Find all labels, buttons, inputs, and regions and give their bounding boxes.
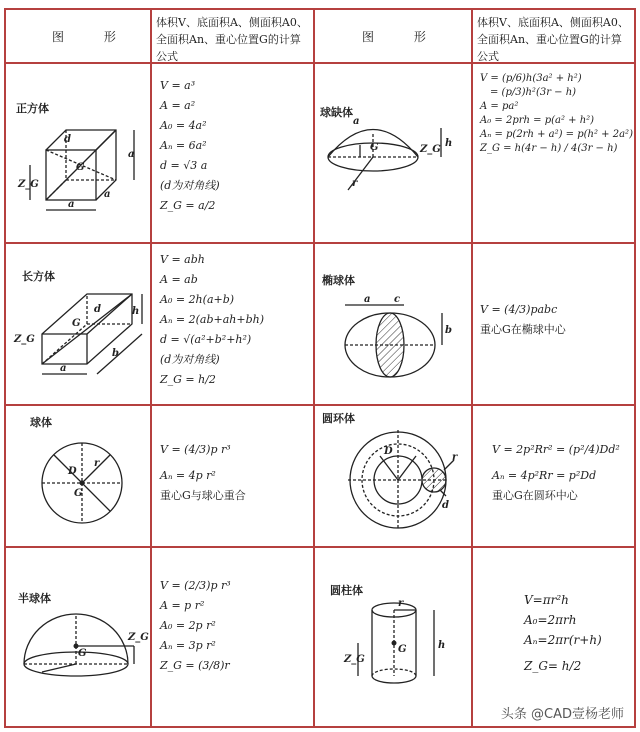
cylinder-label: 圆柱体 (330, 584, 363, 597)
cap-h-label: h (445, 138, 453, 149)
header-formula-right: 体积V、底面积A、侧面积A0、全面积An、重心位置G的计算公式 (477, 16, 629, 63)
table-border-left (4, 8, 6, 728)
row-divider (4, 242, 636, 244)
ellipsoid-formulas: V = (4/3)pabc 重心G在椭球中心 (480, 303, 566, 336)
sphere-d-label: D (68, 466, 77, 477)
torus-figure (344, 422, 464, 538)
table-border-bottom (4, 726, 636, 728)
cuboid-label: 长方体 (22, 270, 55, 283)
cube-a-label: a (128, 149, 135, 160)
cuboid-h-label: h (132, 306, 140, 317)
hemisphere-label: 半球体 (18, 592, 51, 605)
cuboid-formulas: V = abh A = ab A₀ = 2h(a+b) Aₙ = 2(ab+ah+bh) d = √(a²+b²+h²) (d为对角线) Z_G = h/2 (160, 253, 264, 386)
cube-formulas: V = a³ A = a² A₀ = 4a² Aₙ = 6a² d = √3 a (d为对角线) Z_G = a/2 (160, 79, 220, 212)
torus-r-label: r (452, 452, 458, 463)
header-formula-left: 体积V、底面积A、侧面积A0、全面积An、重心位置G的计算公式 (156, 16, 308, 63)
cap-formulas: V = (p/6)h(3a² + h²) = (p/3)h²(3r − h) A = pa² A₀ = 2prh = p(a² + h²) Aₙ = p(2rh + a²) = p(h² + 2a²) Z_G = h(4r − h) / 4(3r − h) (480, 73, 633, 154)
cube-a-bottom-label: a (68, 199, 75, 210)
sphere-figure (30, 428, 140, 538)
cube-zg-label: Z_G (18, 179, 39, 190)
torus-d-label: D (384, 446, 393, 457)
cuboid-a-label: a (60, 363, 67, 374)
cuboid-zg-label: Z_G (14, 334, 35, 345)
hemisphere-g-label: G (78, 648, 87, 659)
sphere-formulas: V = (4/3)p r³ Aₙ = 4p r² 重心G与球心重合 (160, 443, 246, 502)
cuboid-b-label: b (112, 348, 119, 359)
col-divider (150, 8, 152, 728)
torus-label: 圆环体 (322, 412, 355, 425)
ellipsoid-c-label: c (394, 294, 401, 305)
cylinder-h-label: h (438, 640, 446, 651)
row-divider (4, 546, 636, 548)
cuboid-g-label: G (72, 318, 81, 329)
sphere-r-label: r (94, 458, 100, 469)
header-shape-left: 图 形 (52, 30, 134, 44)
cylinder-figure (344, 596, 454, 696)
ellipsoid-b-label: b (445, 325, 452, 336)
watermark: 头条 @CAD壹杨老师 (500, 707, 624, 722)
cube-label: 正方体 (16, 102, 49, 115)
cylinder-formulas: V=πr²h A₀=2πrh Aₙ=2πr(r+h) Z_G= h/2 (524, 593, 602, 673)
cap-a-label: a (353, 116, 360, 127)
cube-d-label: d (64, 134, 71, 145)
cylinder-g-label: G (398, 644, 407, 655)
hemisphere-formulas: V = (2/3)p r³ A = p r² A₀ = 2p r² Aₙ = 3p r² Z_G = (3/8)r (160, 579, 231, 672)
cube-figure (16, 115, 146, 215)
row-divider (4, 404, 636, 406)
header-shape-right: 图 形 (362, 30, 444, 44)
cube-g-label: G (76, 162, 85, 173)
cap-label: 球缺体 (320, 106, 353, 119)
torus-small-d-label: d (442, 500, 449, 511)
table-border-top (4, 8, 636, 10)
cylinder-r-label: r (398, 598, 404, 609)
col-divider (471, 8, 473, 728)
cuboid-figure (12, 282, 148, 382)
sphere-g-label: G (74, 488, 83, 499)
cap-figure (318, 112, 468, 202)
cap-g-label: G (370, 142, 379, 153)
cap-r-label: r (352, 178, 358, 189)
cylinder-zg-label: Z_G (344, 654, 365, 665)
sphere-label: 球体 (30, 416, 52, 429)
ellipsoid-a-label: a (364, 294, 371, 305)
ellipsoid-label: 椭球体 (322, 274, 355, 287)
hemisphere-zg-label: Z_G (128, 632, 149, 643)
ellipsoid-figure (330, 290, 460, 390)
torus-formulas: V = 2p²Rr² = (p²/4)Dd² Aₙ = 4p²Rr = p²Dd 重心G在圆环中心 (492, 443, 620, 502)
hemisphere-figure (16, 600, 149, 680)
col-divider (313, 8, 315, 728)
cap-zg-label: Z_G (420, 144, 441, 155)
cuboid-d-label: d (94, 304, 101, 315)
cube-a-side-label: a (104, 189, 111, 200)
table-border-right (634, 8, 636, 728)
